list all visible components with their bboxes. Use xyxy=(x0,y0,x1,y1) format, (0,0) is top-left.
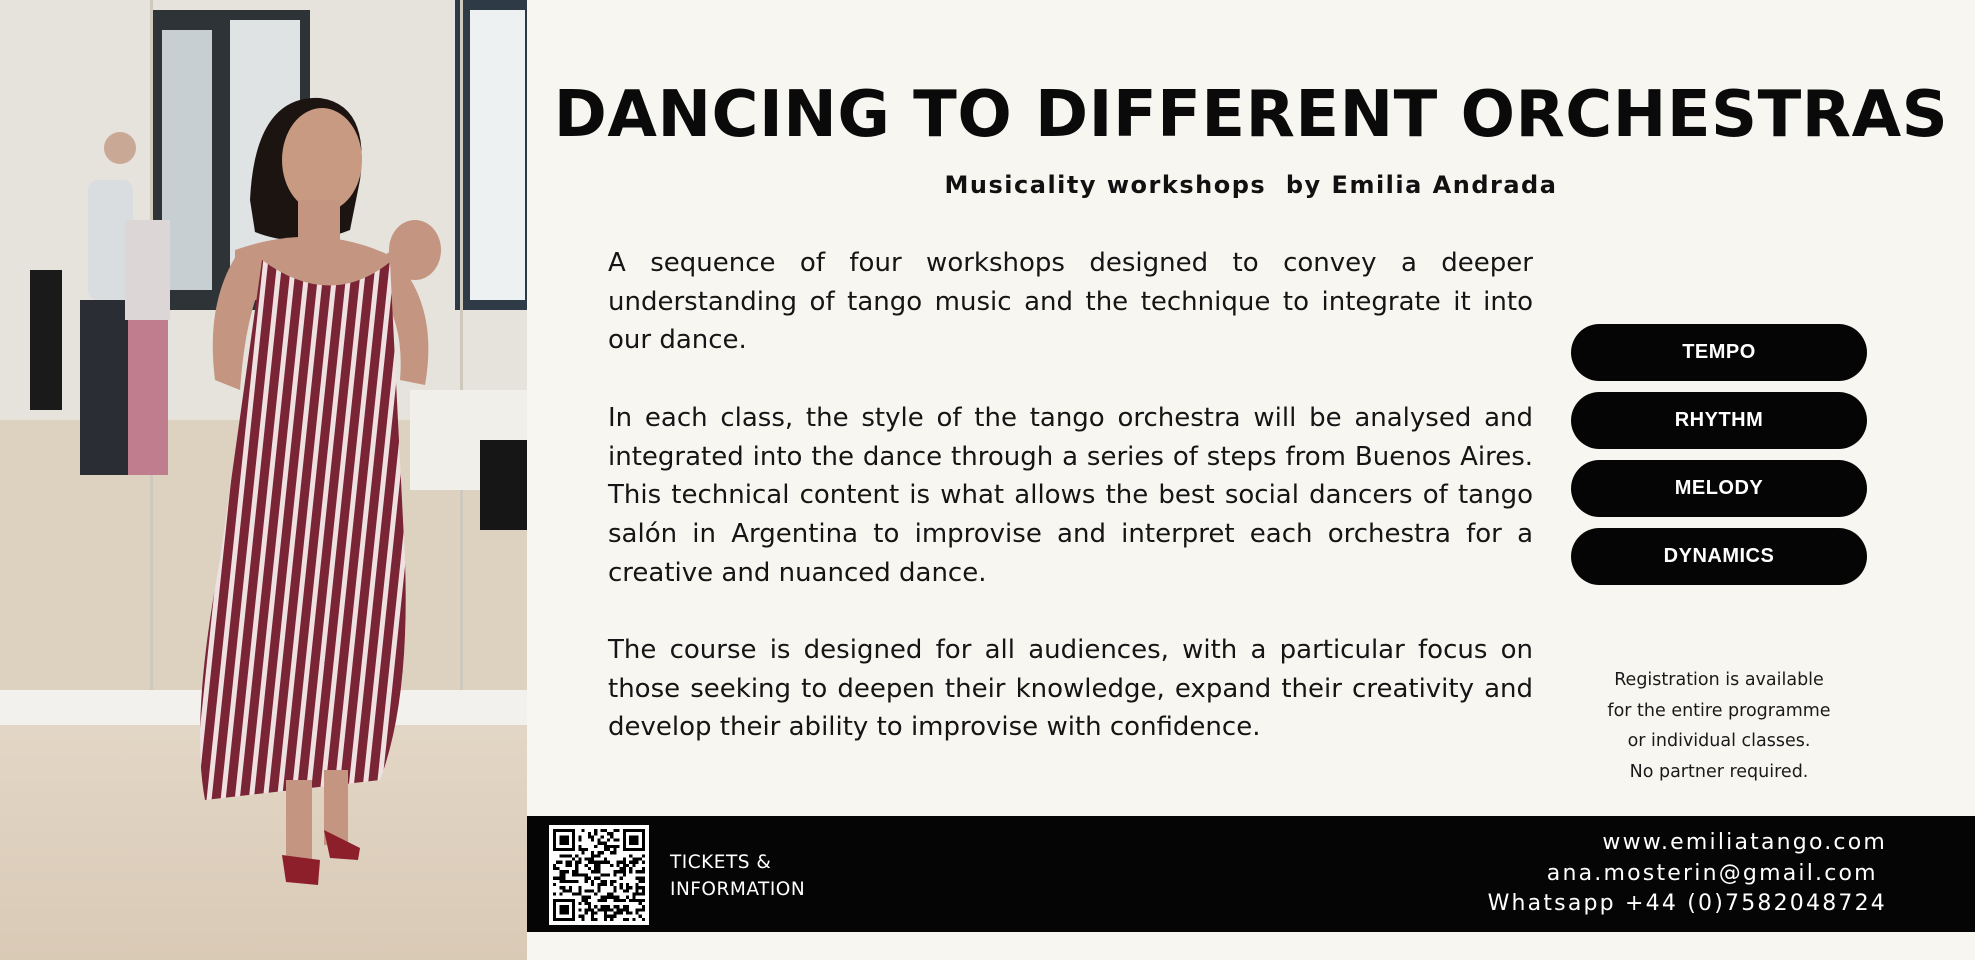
qr-code-icon[interactable] xyxy=(549,825,649,925)
topic-tempo-button[interactable]: TEMPO xyxy=(1571,324,1867,381)
dancer-photo xyxy=(0,0,527,960)
description-paragraph-1: A sequence of four workshops designed to convey a deeper understanding of tango music and the technique to integrate it into our dance. xyxy=(608,248,1533,356)
email-link[interactable]: ana.mosterin@gmail.com xyxy=(1546,860,1887,886)
poster-title: DANCING TO DIFFERENT ORCHESTRAS xyxy=(553,78,1949,152)
topic-melody-button[interactable]: MELODY xyxy=(1571,460,1867,517)
registration-note xyxy=(1571,665,1867,787)
description xyxy=(608,244,1533,786)
website-link[interactable]: www.emiliatango.com xyxy=(1602,830,1887,855)
topic-list xyxy=(1571,324,1867,596)
tickets-line: INFORMATION xyxy=(670,879,806,900)
footer-bar xyxy=(527,816,1975,932)
description-paragraph-2: In each class, the style of the tango orchestra will be analysed and integrated into the dance through a series of steps from Buenos Aires. This technical content is what allows the best social dancers of tango salón in Argentina to improvise and interpret each orchestra for a creative and nuanced dance. xyxy=(608,402,1533,588)
topic-dynamics-button[interactable]: DYNAMICS xyxy=(1571,528,1867,585)
whatsapp-link[interactable]: Whatsapp +44 (0)7582048724 xyxy=(1487,891,1887,916)
poster-subtitle: Musicality workshops by Emilia Andrada xyxy=(944,171,1558,199)
description-paragraph-3: The course is designed for all audiences, with a particular focus on those seeking to deepen their knowledge, expand their creativity and develop their ability to improvise with confidence. xyxy=(608,635,1533,743)
registration-line: Registration is available xyxy=(1614,670,1824,690)
registration-line: for the entire programme xyxy=(1607,700,1831,721)
topic-rhythm-button[interactable]: RHYTHM xyxy=(1571,392,1867,449)
tickets-label xyxy=(670,849,805,903)
contact-info xyxy=(1488,828,1887,920)
tickets-line: TICKETS & xyxy=(670,852,772,873)
registration-line: No partner required. xyxy=(1629,761,1809,782)
registration-line: or individual classes. xyxy=(1627,731,1811,751)
